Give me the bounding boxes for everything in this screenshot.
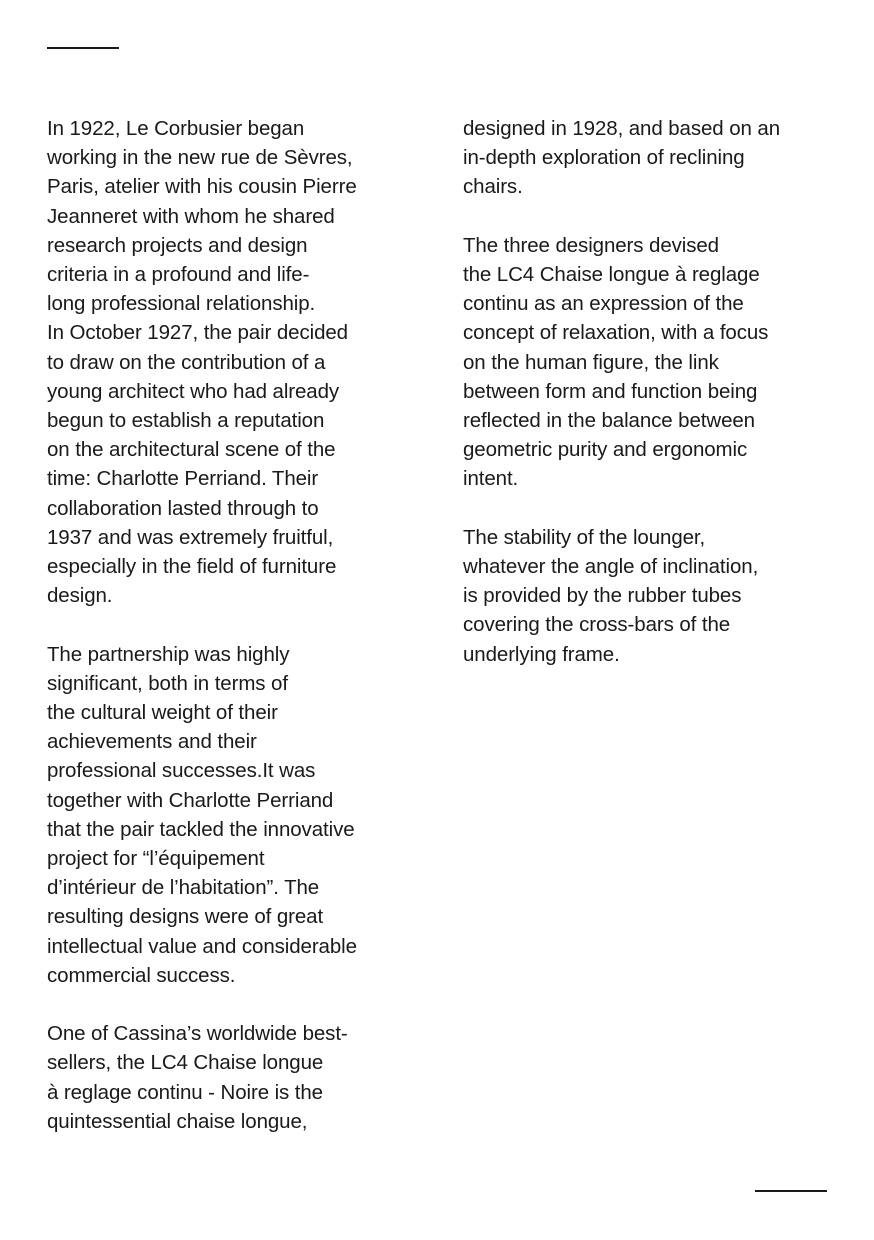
text-line: In 1922, Le Corbusier began <box>47 117 305 140</box>
text-line: long professional relationship. <box>47 292 316 316</box>
text-line: significant, both in terms of <box>47 671 288 695</box>
text-line: especially in the field of furniture <box>47 555 337 579</box>
left-text-column <box>47 114 427 1136</box>
text-line: collaboration lasted through to <box>47 496 319 520</box>
text-line: to draw on the contribution of a <box>47 350 326 374</box>
text-line: criteria in a profound and life- <box>47 263 310 287</box>
text-line: sellers, the LC4 Chaise longue <box>47 1051 324 1075</box>
text-line: geometric purity and ergonomic <box>463 438 748 462</box>
text-line: commercial success. <box>47 963 236 987</box>
text-line: working in the new rue de Sèvres, <box>47 146 353 170</box>
text-line: Paris, atelier with his cousin Pierre <box>47 175 357 199</box>
text-line: young architect who had already <box>47 379 340 403</box>
text-line: In October 1927, the pair decided <box>47 321 348 345</box>
text-line: time: Charlotte Perriand. Their <box>47 467 319 491</box>
text-line: is provided by the rubber tubes <box>463 584 742 608</box>
paragraph-gap <box>463 494 843 523</box>
text-line: project for “l’équipement <box>47 847 265 871</box>
text-line: professional successes.It was <box>47 759 316 783</box>
text-line: resulting designs were of great <box>47 905 324 929</box>
text-line: chairs. <box>463 175 523 199</box>
text-line: between form and function being <box>463 379 758 403</box>
text-line: on the architectural scene of the <box>47 438 336 462</box>
text-line: research projects and design <box>47 233 308 257</box>
paragraph-gap <box>463 202 843 231</box>
text-line: intellectual value and considerable <box>47 934 357 958</box>
text-line: continu as an expression of the <box>463 292 744 316</box>
text-line: Jeanneret with whom he shared <box>47 204 335 228</box>
text-line: The stability of the lounger, <box>463 525 706 549</box>
top-rule <box>47 47 119 49</box>
text-line: underlying frame. <box>463 642 620 666</box>
paragraph-relaxation-concept <box>463 231 843 494</box>
text-line: together with Charlotte Perriand <box>47 788 334 812</box>
paragraph-corbusier-atelier <box>47 114 427 610</box>
paragraph-cassina-bestseller <box>47 1019 427 1136</box>
text-line: The three designers devised <box>463 233 719 257</box>
text-line: designed in 1928, and based on an <box>463 117 781 140</box>
text-line: achievements and their <box>47 730 257 754</box>
paragraph-design-1928 <box>463 114 843 202</box>
text-line: whatever the angle of inclination, <box>463 555 759 579</box>
text-line: in-depth exploration of reclining <box>463 146 745 170</box>
text-line: that the pair tackled the innovative <box>47 817 355 841</box>
paragraph-gap <box>47 990 427 1019</box>
text-line: on the human figure, the link <box>463 350 719 374</box>
text-line: reflected in the balance between <box>463 409 755 433</box>
text-line: d’intérieur de l’habitation”. The <box>47 876 320 900</box>
text-line: the cultural weight of their <box>47 701 278 725</box>
paragraph-gap <box>47 610 427 639</box>
text-line: à reglage continu - Noire is the <box>47 1080 323 1104</box>
text-line: The partnership was highly <box>47 642 290 666</box>
text-line: the LC4 Chaise longue à reglage <box>463 263 760 286</box>
text-line: begun to establish a reputation <box>47 409 325 433</box>
text-line: quintessential chaise longue, <box>47 1109 308 1133</box>
text-line: 1937 and was extremely fruitful, <box>47 525 334 549</box>
right-text-column <box>463 114 843 669</box>
paragraph-partnership <box>47 640 427 990</box>
text-line: One of Cassina’s worldwide best- <box>47 1022 348 1046</box>
bottom-rule <box>755 1190 827 1192</box>
text-line: concept of relaxation, with a focus <box>463 321 769 345</box>
text-line: covering the cross-bars of the <box>463 613 731 637</box>
text-line: design. <box>47 584 113 608</box>
paragraph-lounger-stability <box>463 523 843 669</box>
text-line: intent. <box>463 467 519 491</box>
